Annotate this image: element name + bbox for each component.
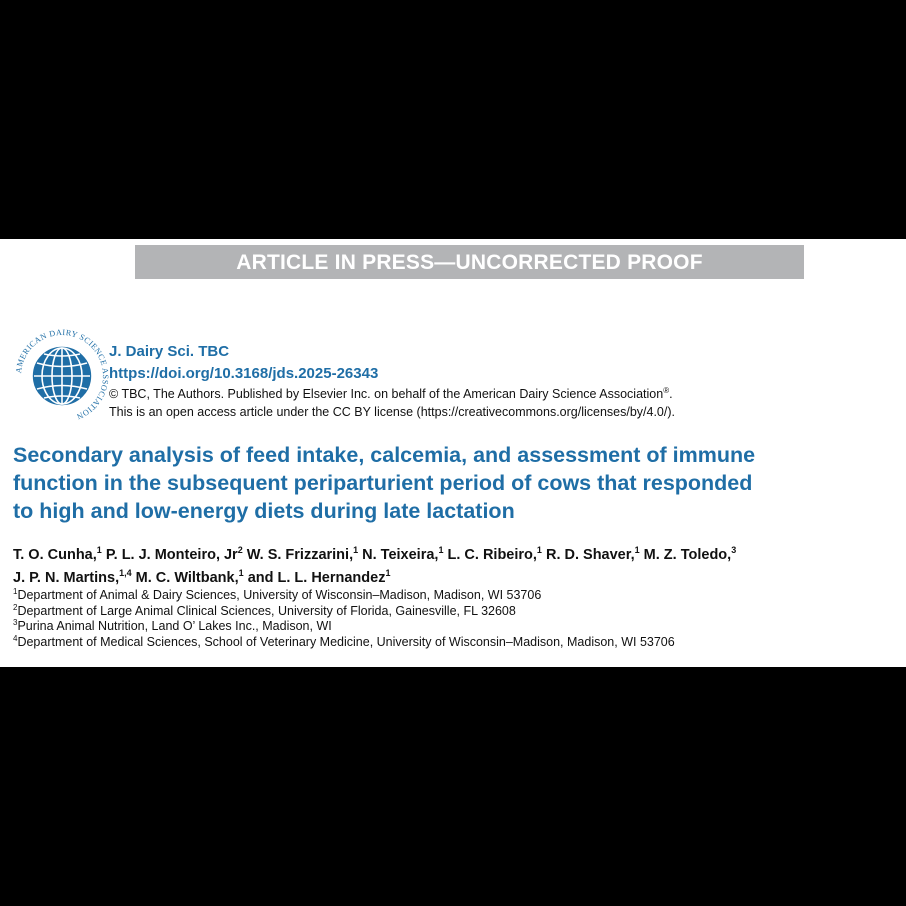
affiliation-number: 4 (13, 633, 18, 643)
author (448, 547, 542, 563)
affiliation-number: 3 (13, 617, 18, 627)
author (136, 570, 244, 586)
author-affil-marker: 1 (385, 568, 391, 579)
affiliation-text: Department of Large Animal Clinical Sciences, University of Florida, Gainesville, FL 32608 (17, 603, 516, 618)
title-line: function in the subsequent periparturient period of cows that responded (13, 471, 753, 495)
author-affil-marker: 1 (238, 568, 244, 579)
globe-icon (12, 326, 112, 426)
author (13, 570, 132, 586)
registered-mark: ® (663, 386, 670, 395)
logo-ring-text: AMERICAN DAIRY SCIENCE ASSOCIATION (14, 327, 111, 422)
affiliation-text: Department of Medical Sciences, School of Veterinary Medicine, University of Wisconsin–Madison, Madison, WI 53706 (17, 634, 675, 649)
copyright-end: . (669, 387, 673, 402)
author (247, 547, 358, 563)
affiliation (13, 619, 675, 635)
author-name: W. S. Frizzarini, (246, 547, 354, 563)
author-affil-marker: 1 (634, 545, 640, 556)
author-affil-marker: 1,4 (119, 568, 132, 579)
author-affil-marker: 1 (536, 545, 542, 556)
author-list (13, 544, 903, 590)
author-name: and L. L. Hernandez (247, 570, 386, 586)
affiliation-number: 1 (13, 586, 18, 596)
author-affil-marker: 1 (96, 545, 102, 556)
author-name: M. C. Wiltbank, (135, 570, 239, 586)
author-affil-marker: 1 (353, 545, 359, 556)
license-line: This is an open access article under the CC BY license (https://creativecommons.org/licenses/by/4.0/). (109, 405, 675, 419)
affiliation-number: 2 (13, 602, 18, 612)
affiliation-list (13, 588, 675, 650)
author-affil-marker: 1 (438, 545, 444, 556)
affiliation (13, 635, 675, 651)
copyright-text: © TBC, The Authors. Published by Elsevier Inc. on behalf of the American Dairy Science Association (109, 387, 664, 402)
article-page (0, 239, 906, 667)
author-name: L. C. Ribeiro, (447, 547, 537, 563)
title-line: Secondary analysis of feed intake, calcemia, and assessment of immune (13, 443, 756, 467)
affiliation-text: Department of Animal & Dairy Sciences, University of Wisconsin–Madison, Madison, WI 53706 (17, 588, 542, 602)
copyright-line (109, 386, 673, 401)
author-name: J. P. N. Martins, (13, 570, 120, 586)
author (362, 547, 443, 563)
author (644, 547, 737, 563)
author-line-1 (13, 544, 903, 567)
title-line: to high and low-energy diets during late lactation (13, 499, 515, 523)
article-title (13, 441, 893, 525)
affiliation (13, 588, 675, 604)
author-affil-marker: 3 (731, 545, 737, 556)
author-affil-marker: 2 (237, 545, 243, 556)
author-name: N. Teixeira, (362, 547, 439, 563)
doi-link[interactable]: https://doi.org/10.3168/jds.2025-26343 (109, 365, 379, 382)
author-name: P. L. J. Monteiro, Jr (105, 547, 238, 563)
author (546, 547, 640, 563)
proof-banner: ARTICLE IN PRESS—UNCORRECTED PROOF (135, 245, 804, 279)
author (13, 547, 102, 563)
author-name: R. D. Shaver, (545, 547, 635, 563)
author-name: M. Z. Toledo, (643, 547, 732, 563)
author (106, 547, 243, 563)
author-name: T. O. Cunha, (13, 547, 97, 563)
affiliation (13, 604, 675, 620)
affiliation-text: Purina Animal Nutrition, Land O’ Lakes Inc., Madison, WI (17, 619, 332, 633)
author-line-2 (13, 567, 903, 590)
author (248, 570, 391, 586)
journal-name: J. Dairy Sci. TBC (109, 343, 230, 360)
